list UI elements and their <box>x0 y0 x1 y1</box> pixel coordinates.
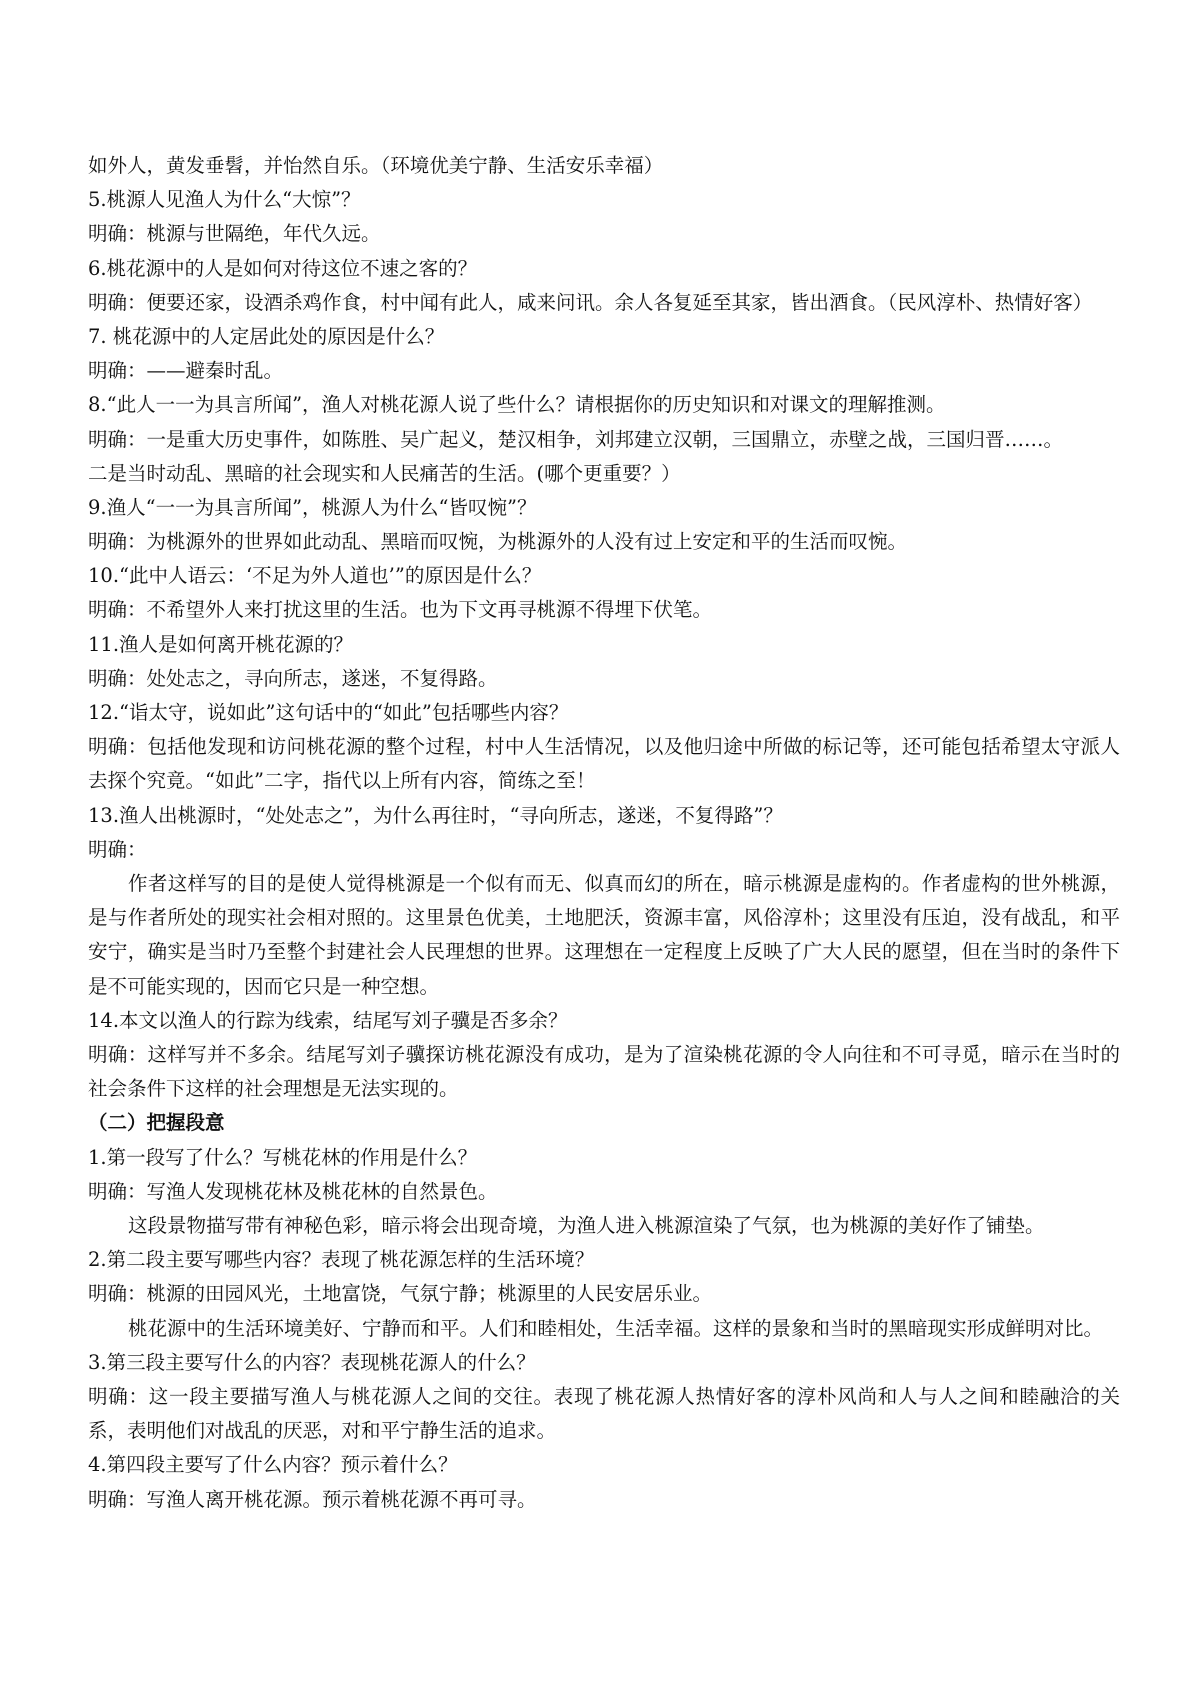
answer-line: 明确：桃源与世隔绝，年代久远。 <box>88 222 381 246</box>
answer-line: 二是当时动乱、黑暗的社会现实和人民痛苦的生活。(哪个更重要？） <box>88 461 681 485</box>
question-line: 14.本文以渔人的行踪为线索，结尾写刘子骥是否多余？ <box>88 1008 568 1032</box>
answer-paragraph: 这段景物描写带有神秘色彩，暗示将会出现奇境，为渔人进入桃源渲染了气氛，也为桃源的美好作了铺垫。 <box>128 1213 1045 1237</box>
question-line: 12.“诣太守，说如此”这句话中的“如此”包括哪些内容？ <box>88 701 569 725</box>
question-line: 1.第一段写了什么？写桃花林的作用是什么？ <box>88 1145 478 1169</box>
answer-paragraph: 明确：便要还家，设酒杀鸡作食，村中闻有此人，咸来问讯。余人各复延至其家，皆出酒食。（民风淳朴、热情好客） <box>88 290 1093 314</box>
question-line: 9.渔人“一一为具言所闻”，桃源人为什么“皆叹惋”？ <box>88 495 537 519</box>
question-line: 5.桃源人见渔人为什么“大惊”？ <box>88 188 361 212</box>
question-line: 7. 桃花源中的人定居此处的原因是什么？ <box>88 324 445 348</box>
answer-paragraph: 明确：这一段主要描写渔人与桃花源人之间的交往。表现了桃花源人热情好客的淳朴风尚和人与人之间和睦融洽的关系，表明他们对战乱的厌恶，对和平宁静生活的追求。 <box>88 1384 1120 1443</box>
text-line: 如外人，黄发垂髫，并怡然自乐。（环境优美宁静、生活安乐幸福） <box>88 154 664 177</box>
answer-paragraph: 明确：一是重大历史事件，如陈胜、吴广起义，楚汉相争，刘邦建立汉朝，三国鼎立，赤壁之战，三国归晋……。 <box>88 427 1064 451</box>
question-line: 10.“此中人语云：‘不足为外人道也’”的原因是什么？ <box>88 564 542 588</box>
answer-paragraph: 明确：这样写并不多余。结尾写刘子骥探访桃花源没有成功，是为了渲染桃花源的令人向往和不可寻觅，暗示在当时的社会条件下这样的社会理想是无法实现的。 <box>88 1043 1120 1101</box>
answer-line: 明确：为桃源外的世界如此动乱、黑暗而叹惋，为桃源外的人没有过上安定和平的生活而叹惋。 <box>88 530 908 554</box>
question-line: 4.第四段主要写了什么内容？预示着什么？ <box>88 1453 458 1477</box>
answer-paragraph: 桃花源中的生活环境美好、宁静而和平。人们和睦相处，生活幸福。这样的景象和当时的黑暗现实形成鲜明对比。 <box>128 1316 1104 1340</box>
answer-paragraph: 明确：包括他发现和访问桃花源的整个过程，村中人生活情况，以及他归途中所做的标记等，还可能包括希望太守派人去探个究竟。“如此”二字，指代以上所有内容，简练之至！ <box>88 735 1120 793</box>
question-line: 11.渔人是如何离开桃花源的？ <box>88 632 354 656</box>
answer-label: 明确： <box>88 837 147 861</box>
document-page <box>88 149 1120 1517</box>
question-line: 6.桃花源中的人是如何对待这位不速之客的？ <box>88 256 478 280</box>
question-line: 13.渔人出桃源时，“处处志之”，为什么再往时，“寻向所志，遂迷，不复得路”？ <box>88 803 783 827</box>
answer-paragraph: 作者这样写的目的是使人觉得桃源是一个似有而无、似真而幻的所在，暗示桃源是虚构的。作者虚构的世外桃源，是与作者所处的现实社会相对照的。这里景色优美，土地肥沃，资源丰富，风俗淳朴；这里没有压迫，没有战乱，和平安宁，确实是当时乃至整个封建社会人民理想的世界。这理想在一定程度上反映了广大人民的愿望，但在当时的条件下是不可能实现的，因而它只是一种空想。 <box>88 872 1120 998</box>
section-heading: （二）把握段意 <box>88 1111 225 1135</box>
answer-line: 明确：写渔人离开桃花源。预示着桃花源不再可寻。 <box>88 1487 537 1511</box>
question-line: 2.第二段主要写哪些内容？表现了桃花源怎样的生活环境？ <box>88 1248 595 1272</box>
answer-line: 明确：桃源的田园风光，土地富饶，气氛宁静；桃源里的人民安居乐业。 <box>88 1282 713 1306</box>
answer-line: 明确：——避秦时乱。 <box>88 359 284 383</box>
question-line: 3.第三段主要写什么的内容？表现桃花源人的什么？ <box>88 1350 536 1374</box>
answer-line: 明确：处处志之，寻向所志，遂迷，不复得路。 <box>88 666 498 690</box>
answer-line: 明确：写渔人发现桃花林及桃花林的自然景色。 <box>88 1179 498 1203</box>
answer-line: 明确：不希望外人来打扰这里的生活。也为下文再寻桃源不得埋下伏笔。 <box>88 598 713 622</box>
question-line: 8.“此人一一为具言所闻”，渔人对桃花源人说了些什么？请根据你的历史知识和对课文的理解推测。 <box>88 393 946 417</box>
